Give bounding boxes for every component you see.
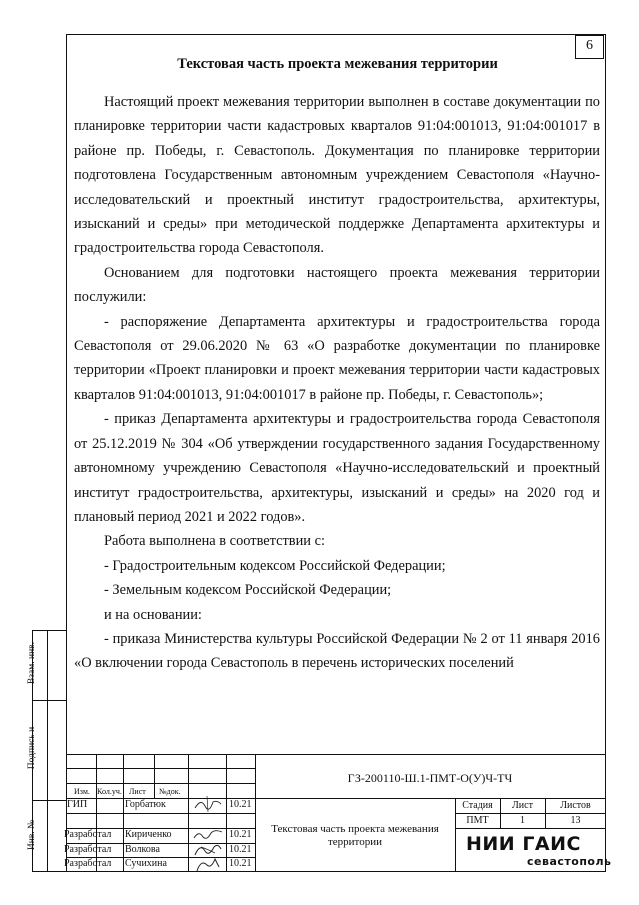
- side-label-vzam-inv: Взам. инв.: [27, 641, 37, 685]
- tb-sheets-value: 13: [570, 815, 581, 826]
- org-logo-name: НИИ ГАИС: [466, 833, 581, 855]
- title-block-col-line: [154, 754, 155, 798]
- paragraph-compliance: Работа выполнена в соответствии с:: [104, 533, 325, 550]
- tb-role-razrabotal: Разработал: [64, 829, 112, 840]
- page-number: 6: [586, 38, 593, 53]
- paragraph-basis: Основанием для подготовки настоящего проекта межевания территории послужили:: [74, 264, 600, 306]
- paragraph-gradcode: - Градостроительным кодексом Российской Федерации;: [104, 557, 446, 574]
- title-block-row-line: [455, 813, 606, 814]
- tb-doc-title: Текстовая часть проекта межевания территории: [271, 823, 439, 848]
- side-stamp-divider: [32, 700, 67, 701]
- title-block-col-line: [226, 754, 227, 872]
- paragraph-order-304: - приказ Департамента архитектуры и градостроительства города Севастополя от 25.12.2019 № 304 «Об утверждении государственного задания Государственному автономному учреждению Севастополя «Научно-исследовательский и проектный институт градостроительства, архитектуры, изысканий и среды» на 2020 год и плановый период 2021 и 2022 годов».: [74, 411, 600, 525]
- tb-date: 10.21: [229, 858, 252, 869]
- title-block-row-line: [66, 768, 256, 769]
- title-block-row-line: [455, 828, 606, 829]
- tb-stage-value: ПМТ: [466, 815, 489, 826]
- tb-date: 10.21: [229, 829, 252, 840]
- tb-name-kirichenko: Кириченко: [125, 829, 172, 840]
- signature-gorbatyuk: [191, 794, 225, 814]
- tb-sheet-value: 1: [520, 815, 525, 826]
- tb-date: 10.21: [229, 844, 252, 855]
- side-stamp-divider: [47, 630, 48, 872]
- paragraph-ministry-order: - приказа Министерства культуры Российской Федерации № 2 от 11 января 2016 «О включении города Севастополь в перечень исторических поселений: [74, 630, 600, 672]
- tb-role-razrabotal: Разработал: [64, 858, 112, 869]
- tb-col-header-ndok: №док.: [159, 787, 181, 796]
- tb-sheets-header: Листов: [560, 800, 591, 811]
- side-label-podpis: Подпись и: [27, 726, 37, 770]
- tb-col-header-list: Лист: [129, 787, 146, 796]
- tb-col-header-koluch: Кол.уч.: [97, 787, 122, 796]
- body-text: [74, 90, 600, 676]
- doc-code: ГЗ-200110-Ш.1-ПМТ-О(У)Ч-ТЧ: [347, 771, 513, 785]
- paragraph-landcode: - Земельным кодексом Российской Федерации;: [104, 582, 392, 599]
- paragraph-grounds: и на основании:: [104, 606, 202, 623]
- tb-date: 10.21: [229, 799, 252, 810]
- paragraph-order-63: - распоряжение Департамента архитектуры и градостроительства города Севастополя от 29.06.2020 № 63 «О разработке документации по планировке территории «Проект планировки и проект межевания территории части кадастровых кварталов 91:04:001013, 91:04:001017 в районе пр. Победы, г. Севастополь»;: [74, 313, 600, 403]
- tb-role-gip: ГИП: [67, 799, 88, 810]
- tb-stage-header: Стадия: [462, 800, 493, 811]
- side-label-inv-no: Инв. №: [27, 819, 37, 851]
- tb-col-header-izm: Изм.: [74, 787, 90, 796]
- tb-role-razrabotal: Разработал: [64, 844, 112, 855]
- title-block-row-line: [66, 783, 256, 784]
- title-block-top-line: [66, 754, 606, 755]
- signature-suchikhina: [191, 855, 225, 873]
- tb-sheet-header: Лист: [512, 800, 533, 811]
- title-block-row-line: [66, 813, 256, 814]
- tb-name-volkova: Волкова: [125, 844, 160, 855]
- title-block-col-line: [123, 754, 124, 872]
- org-logo-city: севастополь: [527, 855, 612, 868]
- page-title: Текстовая часть проекта межевания территории: [177, 56, 498, 72]
- tb-name-gorbatyuk: Горбатюк: [125, 799, 166, 810]
- tb-name-suchikhina: Сучихина: [125, 858, 167, 869]
- side-stamp-divider: [32, 800, 67, 801]
- title-block-col-line: [188, 754, 189, 872]
- paragraph-intro: Настоящий проект межевания территории выполнен в составе документации по планировке территории части кадастровых кварталов 91:04:001013, 91:04:001017 в районе пр. Победы, г. Севастополь. Документация по планировке территории подготовлена Государственным автономным учреждением Севастополя «Научно-исследовательский и проектный институт градостроительства, архитектуры, изысканий и среды» при методической поддержке Департамента архитектуры и градостроительства города Севастополя.: [74, 94, 600, 257]
- side-stamp-frame: [32, 630, 67, 872]
